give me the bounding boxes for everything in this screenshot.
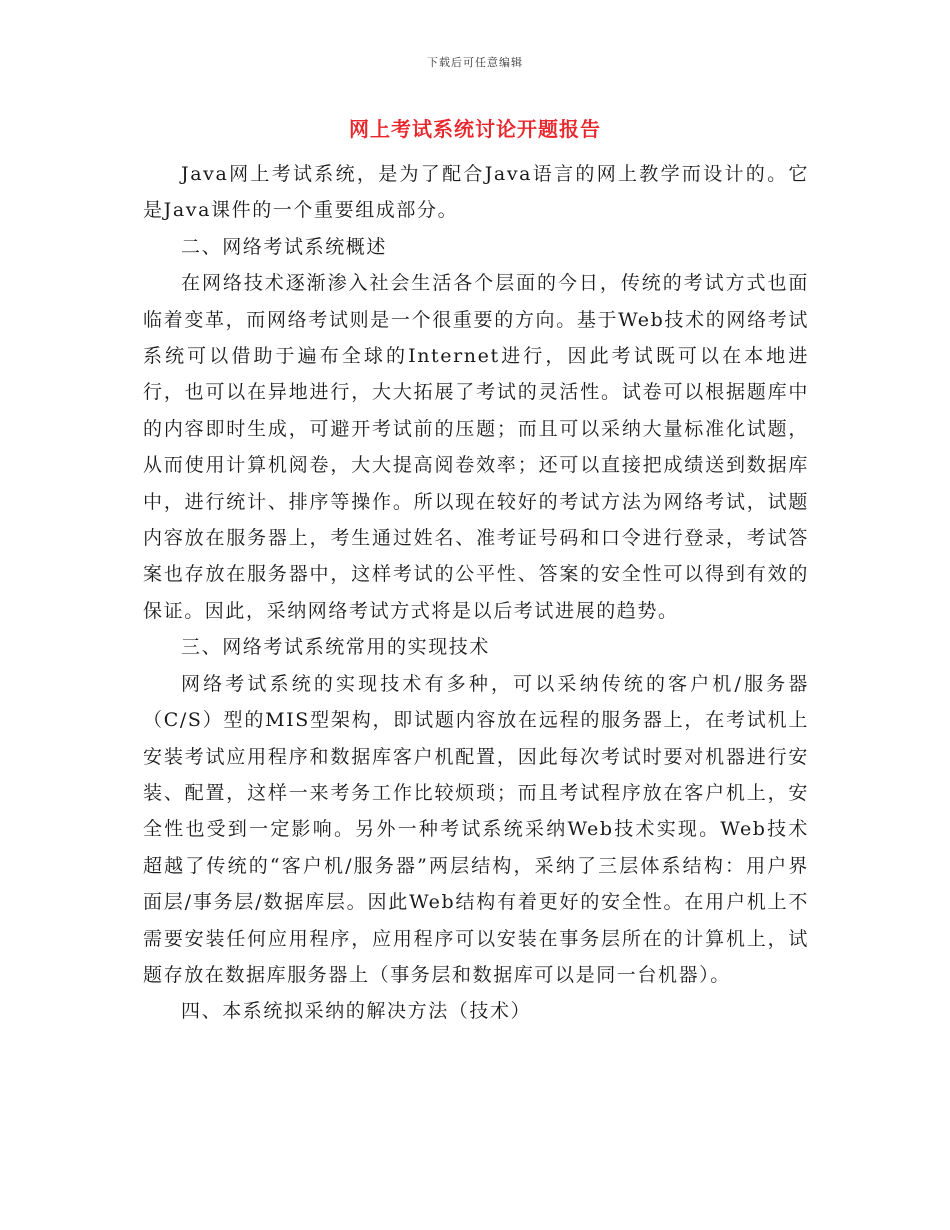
section-heading-technologies: 三、网络考试系统常用的实现技术 [181,636,491,659]
document-body [143,156,809,1030]
paragraph-overview: 在网络技术逐渐渗入社会生活各个层面的今日，传统的考试方式也面临着变革，而网络考试则是一个很重要的方向。基于Web技术的网络考试系统可以借助于遍布全球的Internet进行，因此考试既可以在本地进行，也可以在异地进行，大大拓展了考试的灵活性。试卷可以根据题库中的内容即时生成，可避开考试前的压题；而且可以采纳大量标准化试题，从而使用计算机阅卷，大大提高阅卷效率；还可以直接把成绩送到数据库中，进行统计、排序等操作。所以现在较好的考试方法为网络考试，试题内容放在服务器上，考生通过姓名、准考证号码和口令进行登录，考试答案也存放在服务器中，这样考试的公平性、答案的安全性可以得到有效的保证。因此，采纳网络考试方式将是以后考试进展的趋势。 [143,272,809,622]
paragraph-intro: Java网上考试系统，是为了配合Java语言的网上教学而设计的。它是Java课件的一个重要组成部分。 [143,163,809,222]
document-title: 网上考试系统讨论开题报告 [349,117,601,141]
header-note: 下载后可任意编辑 [427,56,523,69]
section-heading-overview: 二、网络考试系统概述 [181,235,388,258]
paragraph-technologies: 网络考试系统的实现技术有多种，可以采纳传统的客户机/服务器（C/S）型的MIS型架构，即试题内容放在远程的服务器上，在考试机上安装考试应用程序和数据库客户机配置，因此每次考试时要对机器进行安装、配置，这样一来考务工作比较烦琐；而且考试程序放在客户机上，安全性也受到一定影响。另外一种考试系统采纳Web技术实现。Web技术超越了传统的“客户机/服务器”两层结构，采纳了三层体系结构：用户界面层/事务层/数据库层。因此Web结构有着更好的安全性。在用户机上不需要安装任何应用程序，应用程序可以安装在事务层所在的计算机上，试题存放在数据库服务器上（事务层和数据库可以是同一台机器）。 [143,672,809,986]
section-heading-solution: 四、本系统拟采纳的解决方法（技术） [181,1000,532,1023]
